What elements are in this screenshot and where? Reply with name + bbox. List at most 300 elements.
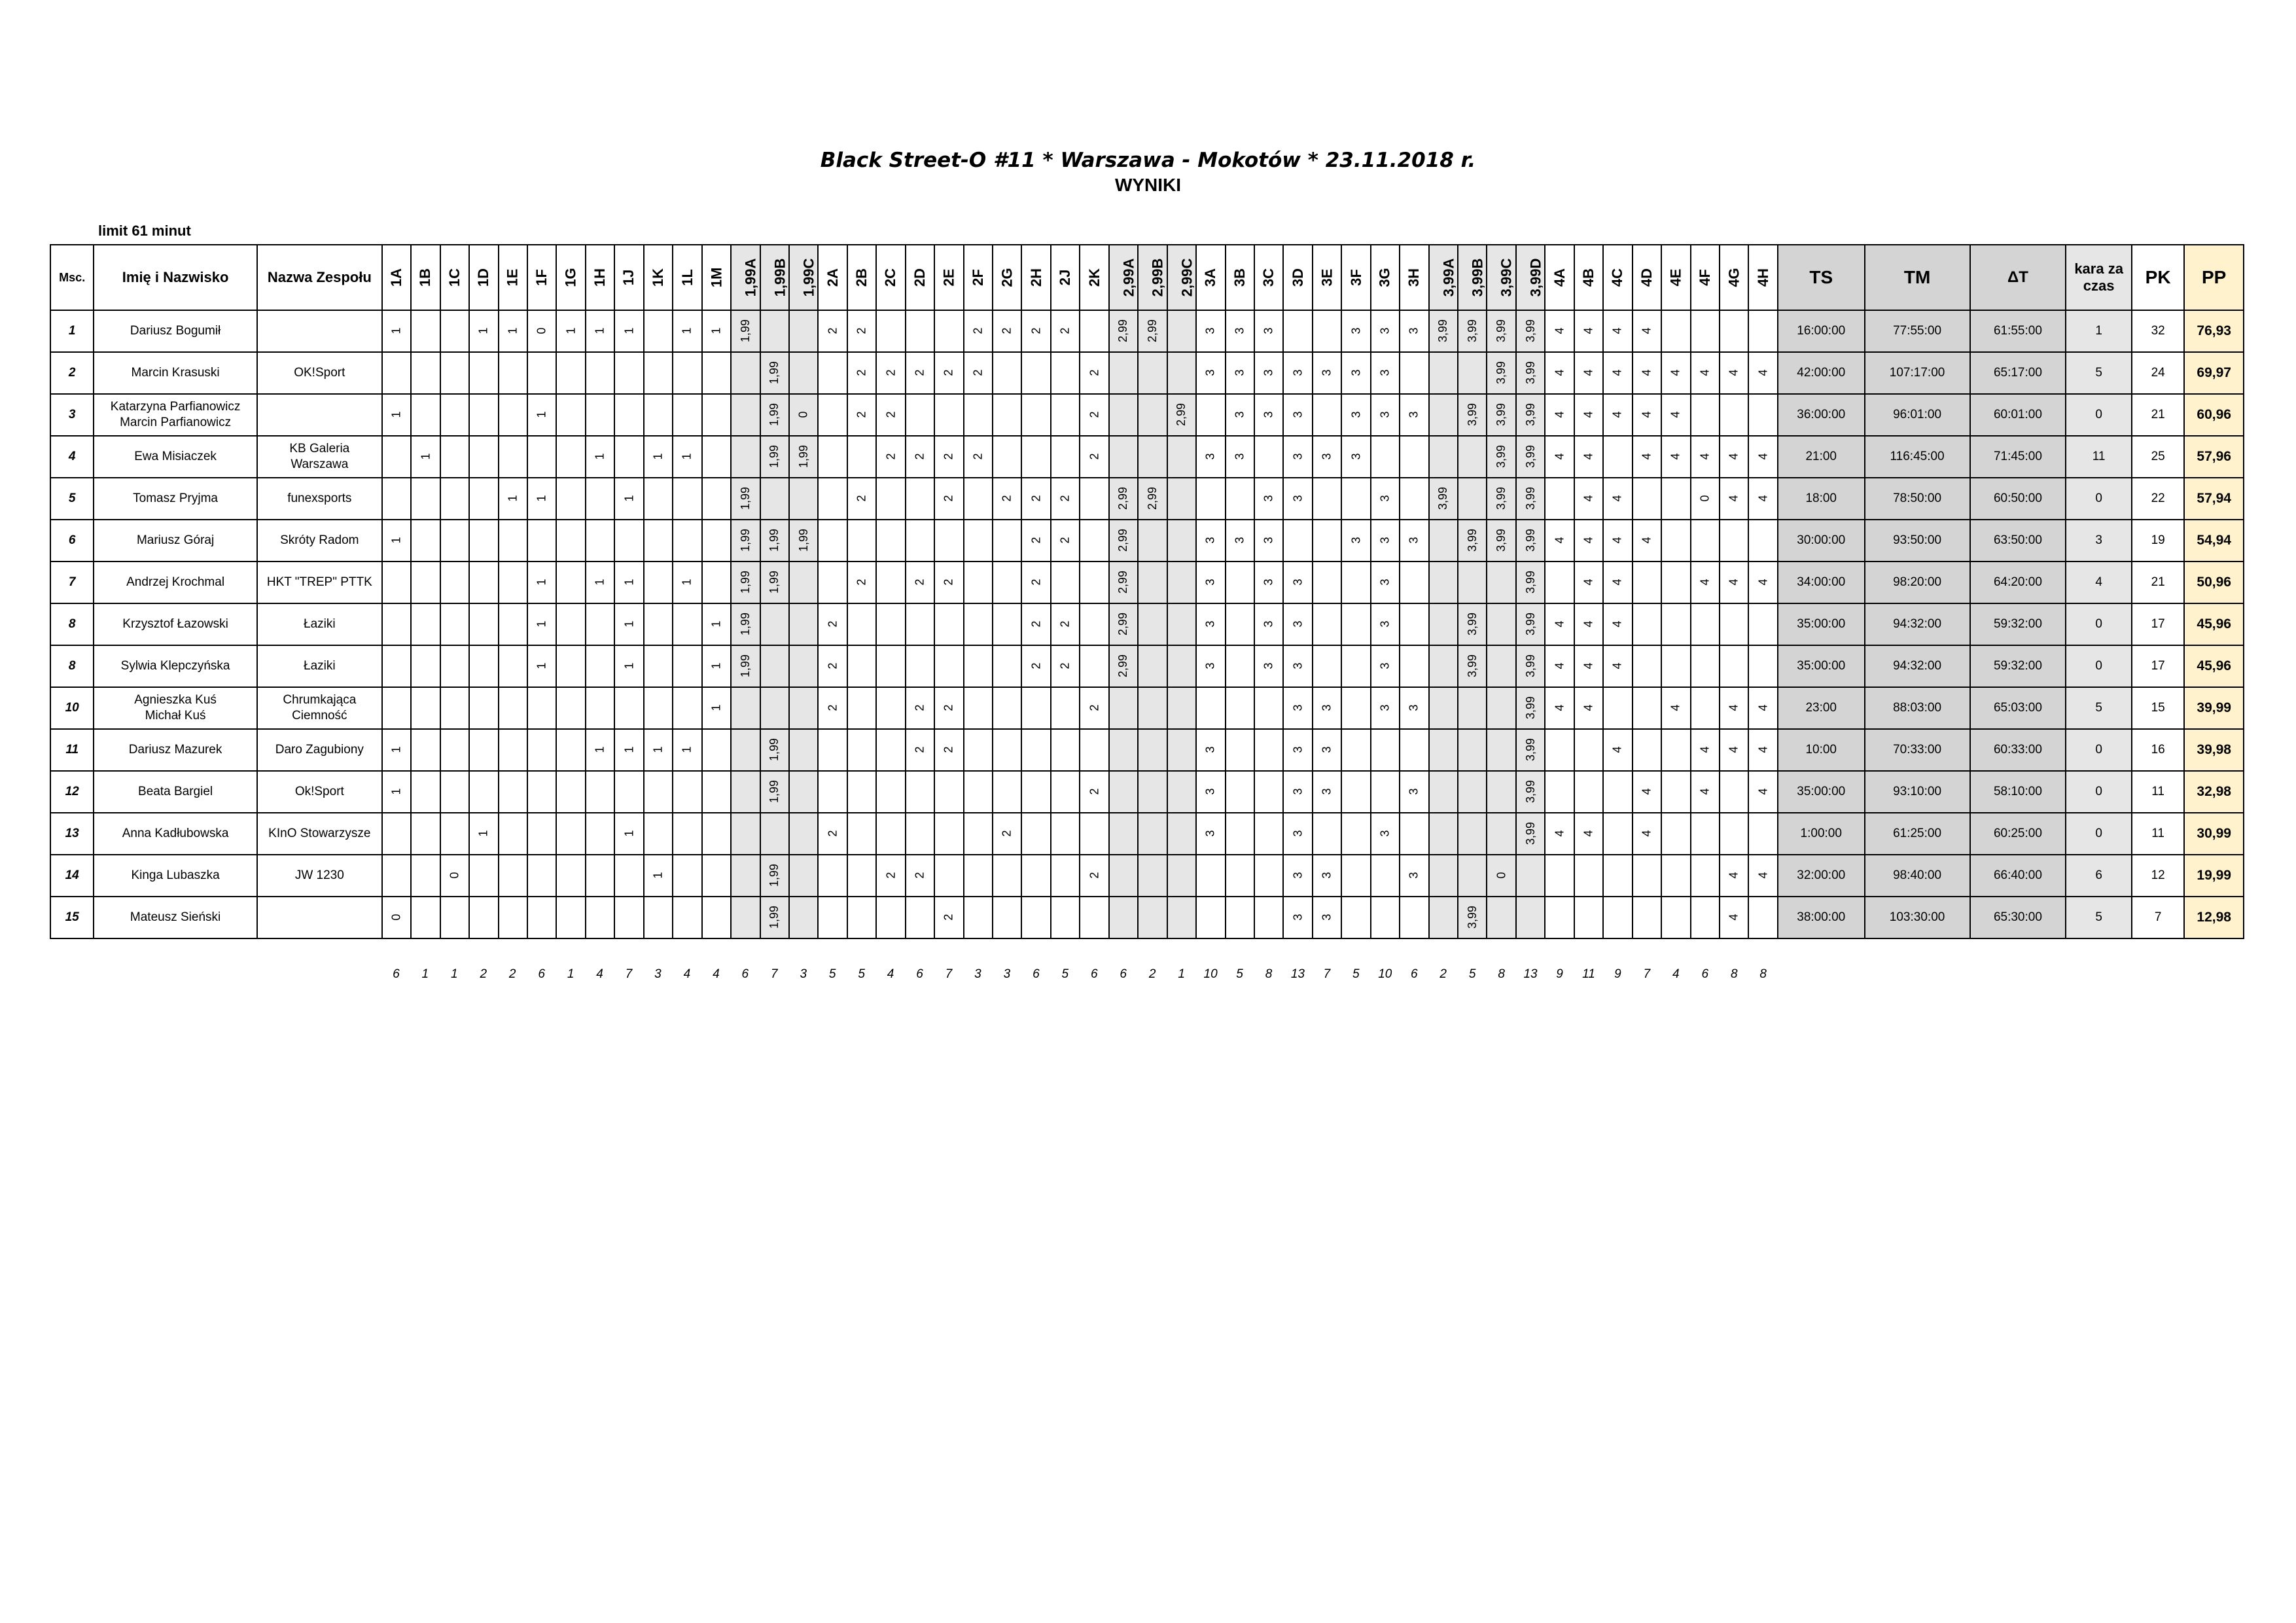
checkpoint-score-cell — [440, 729, 469, 771]
checkpoint-score-cell — [1109, 478, 1138, 520]
ts-cell: 23:00 — [1778, 687, 1865, 729]
column-count-cell: 4 — [1672, 967, 1680, 981]
team-name-cell: Łaziki — [257, 603, 382, 645]
checkpoint-score: 2 — [855, 411, 868, 418]
checkpoint-score-cell — [1196, 603, 1225, 645]
checkpoint-score: 4 — [1756, 579, 1770, 586]
checkpoint-label: 1K — [650, 268, 667, 287]
checkpoint-score-cell — [1196, 897, 1225, 938]
checkpoint-label: 2G — [998, 268, 1016, 287]
checkpoint-score: 1 — [389, 327, 403, 334]
checkpoint-label: 1F — [533, 269, 550, 286]
checkpoint-score: 4 — [1610, 327, 1624, 334]
checkpoint-score: 1 — [389, 411, 403, 418]
column-count-cell: 10 — [1378, 967, 1392, 981]
checkpoint-score-cell — [614, 855, 643, 897]
checkpoint-score-cell — [527, 603, 556, 645]
checkpoint-score: 3,99 — [1465, 319, 1479, 343]
checkpoint-score: 3,99 — [1523, 486, 1537, 510]
pp-cell: 39,99 — [2184, 687, 2244, 729]
checkpoint-score: 2 — [942, 369, 955, 376]
checkpoint-score-cell — [1051, 310, 1080, 352]
checkpoint-score-cell — [876, 897, 905, 938]
pk-cell: 21 — [2132, 394, 2184, 436]
checkpoint-score-cell — [1545, 729, 1574, 771]
penalty-cell: 0 — [2066, 394, 2132, 436]
checkpoint-score-cell — [818, 771, 847, 813]
team-name-cell — [257, 310, 382, 352]
checkpoint-score-cell — [1196, 729, 1225, 771]
checkpoint-score: 3,99 — [1465, 905, 1479, 929]
checkpoint-score-cell — [673, 436, 701, 478]
checkpoint-score-cell — [1574, 352, 1603, 394]
checkpoint-score: 3,99 — [1494, 486, 1508, 510]
checkpoint-score-cell — [1254, 897, 1283, 938]
pp-cell: 32,98 — [2184, 771, 2244, 813]
checkpoint-score-cell — [1574, 603, 1603, 645]
table-row — [50, 310, 2244, 352]
checkpoint-score-cell — [731, 562, 760, 603]
time-limit-label: limit 61 minut — [98, 223, 191, 239]
checkpoint-score-cell — [411, 897, 440, 938]
team-name-cell: funexsports — [257, 478, 382, 520]
checkpoint-score-cell — [1080, 310, 1108, 352]
checkpoint-score-cell — [1516, 310, 1545, 352]
header-checkpoint-3-99c — [1487, 245, 1515, 310]
checkpoint-score: 2 — [1058, 662, 1072, 669]
penalty-cell: 1 — [2066, 310, 2132, 352]
checkpoint-score-cell — [673, 352, 701, 394]
checkpoint-score-cell — [382, 771, 411, 813]
checkpoint-score: 4 — [1756, 495, 1770, 502]
checkpoint-score: 3 — [1203, 327, 1217, 334]
checkpoint-score-cell — [1021, 687, 1050, 729]
table-row — [50, 436, 2244, 478]
checkpoint-score: 4 — [1727, 495, 1740, 502]
checkpoint-score-cell — [847, 562, 876, 603]
checkpoint-score-cell — [1051, 645, 1080, 687]
tm-cell: 61:25:00 — [1865, 813, 1970, 855]
checkpoint-score-cell — [1341, 478, 1370, 520]
checkpoint-score-cell — [644, 645, 673, 687]
checkpoint-score-cell — [1051, 352, 1080, 394]
checkpoint-score-cell — [760, 394, 789, 436]
checkpoint-score-cell — [1167, 562, 1196, 603]
checkpoint-score-cell — [1487, 897, 1515, 938]
checkpoint-score-cell — [876, 771, 905, 813]
checkpoint-score-cell — [411, 687, 440, 729]
checkpoint-label: 2J — [1057, 269, 1074, 286]
checkpoint-score-cell — [1429, 562, 1458, 603]
checkpoint-score-cell — [1051, 687, 1080, 729]
checkpoint-score-cell — [1633, 729, 1661, 771]
checkpoint-score-cell — [673, 855, 701, 897]
checkpoint-score-cell — [499, 352, 527, 394]
checkpoint-score: 3 — [1349, 411, 1363, 418]
checkpoint-score-cell — [993, 897, 1021, 938]
checkpoint-score-cell — [1196, 520, 1225, 562]
header-name: Imię i Nazwisko — [94, 245, 256, 310]
checkpoint-score-cell — [876, 603, 905, 645]
checkpoint-score-cell — [964, 436, 993, 478]
checkpoint-score-cell — [1458, 771, 1487, 813]
pp-cell: 50,96 — [2184, 562, 2244, 603]
checkpoint-score: 2,99 — [1145, 486, 1159, 510]
checkpoint-score-cell — [1400, 897, 1428, 938]
checkpoint-score-cell — [1603, 436, 1632, 478]
checkpoint-score: 1 — [680, 579, 694, 586]
checkpoint-label: 1E — [504, 268, 521, 287]
header-checkpoint-4h — [1748, 245, 1777, 310]
checkpoint-score-cell — [1748, 771, 1777, 813]
header-checkpoint-4e — [1661, 245, 1690, 310]
place-cell: 10 — [50, 687, 94, 729]
checkpoint-score-cell — [1633, 603, 1661, 645]
checkpoint-score-cell — [1226, 855, 1254, 897]
header-msc: Msc. — [50, 245, 94, 310]
checkpoint-score-cell — [644, 855, 673, 897]
checkpoint-score-cell — [1429, 855, 1458, 897]
checkpoint-score-cell — [789, 687, 818, 729]
competitor-name-cell: Tomasz Pryjma — [94, 478, 256, 520]
checkpoint-score-cell — [1516, 352, 1545, 394]
checkpoint-score-cell — [1429, 813, 1458, 855]
checkpoint-score-cell — [760, 603, 789, 645]
checkpoint-score: 4 — [1553, 453, 1566, 460]
checkpoint-score-cell — [1254, 310, 1283, 352]
checkpoint-score: 1 — [680, 453, 694, 460]
checkpoint-score-cell — [1720, 687, 1748, 729]
column-count-cell: 6 — [538, 967, 545, 981]
header-row — [50, 245, 2244, 310]
checkpoint-score-cell — [1254, 603, 1283, 645]
checkpoint-score-cell — [1516, 478, 1545, 520]
checkpoint-score-cell — [469, 771, 498, 813]
checkpoint-score: 1 — [564, 327, 578, 334]
checkpoint-score-cell — [993, 771, 1021, 813]
checkpoint-score: 3,99 — [1523, 402, 1537, 427]
checkpoint-score-cell — [1051, 478, 1080, 520]
checkpoint-score-cell — [847, 687, 876, 729]
checkpoint-score-cell — [1603, 520, 1632, 562]
checkpoint-score-cell — [1254, 478, 1283, 520]
delta-t-cell: 63:50:00 — [1970, 520, 2066, 562]
checkpoint-score-cell — [1021, 897, 1050, 938]
checkpoint-score-cell — [934, 478, 963, 520]
header-checkpoint-3h — [1400, 245, 1428, 310]
checkpoint-score-cell — [1226, 310, 1254, 352]
checkpoint-score-cell — [1545, 352, 1574, 394]
checkpoint-score-cell — [499, 729, 527, 771]
checkpoint-score-cell — [1691, 687, 1720, 729]
checkpoint-score-cell — [1487, 729, 1515, 771]
checkpoint-score-cell — [1574, 897, 1603, 938]
checkpoint-score: 1 — [593, 453, 607, 460]
checkpoint-score-cell — [644, 603, 673, 645]
competitor-name-cell: Dariusz Bogumił — [94, 310, 256, 352]
checkpoint-score-cell — [1429, 645, 1458, 687]
checkpoint-score: 2 — [855, 369, 868, 376]
checkpoint-score-cell — [382, 478, 411, 520]
tm-cell: 88:03:00 — [1865, 687, 1970, 729]
checkpoint-score-cell — [556, 645, 585, 687]
checkpoint-score-cell — [993, 855, 1021, 897]
checkpoint-score-cell — [440, 562, 469, 603]
header-checkpoint-1f — [527, 245, 556, 310]
checkpoint-score-cell — [906, 478, 934, 520]
column-count-cell: 13 — [1523, 967, 1538, 981]
checkpoint-score-cell — [818, 562, 847, 603]
checkpoint-score-cell — [527, 855, 556, 897]
checkpoint-score-cell — [1138, 436, 1167, 478]
checkpoint-score: 0 — [535, 327, 548, 334]
checkpoint-score-cell — [1487, 813, 1515, 855]
checkpoint-score-cell — [614, 310, 643, 352]
competitor-name-cell: Beata Bargiel — [94, 771, 256, 813]
checkpoint-score-cell — [614, 897, 643, 938]
checkpoint-score-cell — [382, 352, 411, 394]
pp-cell: 76,93 — [2184, 310, 2244, 352]
checkpoint-score: 4 — [1727, 453, 1740, 460]
checkpoint-score-cell — [1603, 855, 1632, 897]
checkpoint-score-cell — [1254, 687, 1283, 729]
checkpoint-score-cell — [731, 478, 760, 520]
checkpoint-score-cell — [1021, 562, 1050, 603]
checkpoint-score-cell — [1720, 897, 1748, 938]
checkpoint-score-cell — [1254, 855, 1283, 897]
checkpoint-score: 1 — [622, 746, 636, 753]
checkpoint-score-cell — [1574, 855, 1603, 897]
checkpoint-score-cell — [1226, 520, 1254, 562]
checkpoint-score: 1 — [593, 579, 607, 586]
delta-t-cell: 61:55:00 — [1970, 310, 2066, 352]
checkpoint-score-cell — [1138, 562, 1167, 603]
pk-cell: 11 — [2132, 813, 2184, 855]
checkpoint-score-cell — [499, 813, 527, 855]
checkpoint-score-cell — [440, 394, 469, 436]
pp-cell: 60,96 — [2184, 394, 2244, 436]
delta-t-cell: 71:45:00 — [1970, 436, 2066, 478]
checkpoint-score: 2 — [913, 872, 927, 879]
checkpoint-score-cell — [1051, 813, 1080, 855]
checkpoint-label: 2K — [1086, 268, 1103, 287]
checkpoint-score: 4 — [1581, 411, 1595, 418]
checkpoint-score-cell — [731, 897, 760, 938]
checkpoint-score-cell — [1487, 394, 1515, 436]
checkpoint-score-cell — [1458, 478, 1487, 520]
checkpoint-score: 1,99 — [768, 779, 781, 804]
checkpoint-score: 2 — [1087, 453, 1101, 460]
checkpoint-score: 1 — [709, 662, 723, 669]
checkpoint-score-cell — [847, 436, 876, 478]
column-count-cell: 4 — [683, 967, 691, 981]
checkpoint-score-cell — [760, 771, 789, 813]
checkpoint-score: 0 — [796, 411, 810, 418]
checkpoint-score-cell — [1080, 478, 1108, 520]
delta-t-cell: 60:50:00 — [1970, 478, 2066, 520]
ts-cell: 18:00 — [1778, 478, 1865, 520]
checkpoint-score-cell — [1313, 562, 1341, 603]
checkpoint-score-cell — [1748, 352, 1777, 394]
checkpoint-score-cell — [934, 520, 963, 562]
checkpoint-score: 3 — [1320, 872, 1333, 879]
checkpoint-score: 3 — [1262, 495, 1275, 502]
checkpoint-score: 3 — [1320, 369, 1333, 376]
checkpoint-score-cell — [934, 687, 963, 729]
checkpoint-score: 4 — [1727, 872, 1740, 879]
header-checkpoint-2-99b — [1138, 245, 1167, 310]
checkpoint-score: 1 — [476, 327, 490, 334]
header-checkpoint-3b — [1226, 245, 1254, 310]
checkpoint-score-cell — [556, 436, 585, 478]
checkpoint-score-cell — [411, 394, 440, 436]
checkpoint-score-cell — [1603, 310, 1632, 352]
checkpoint-score-cell — [1574, 813, 1603, 855]
column-count-cell: 3 — [1003, 967, 1011, 981]
checkpoint-score-cell — [673, 771, 701, 813]
checkpoint-label: 1M — [707, 267, 724, 288]
checkpoint-score-cell — [614, 520, 643, 562]
checkpoint-score-cell — [934, 352, 963, 394]
checkpoint-score-cell — [1516, 394, 1545, 436]
checkpoint-score-cell — [1458, 603, 1487, 645]
checkpoint-label: 2C — [882, 268, 899, 287]
checkpoint-score: 3,99 — [1465, 528, 1479, 552]
checkpoint-score-cell — [614, 729, 643, 771]
checkpoint-score-cell — [527, 687, 556, 729]
pp-cell: 12,98 — [2184, 897, 2244, 938]
checkpoint-score-cell — [1516, 687, 1545, 729]
checkpoint-label: 1L — [679, 269, 696, 286]
column-count-cell: 7 — [945, 967, 953, 981]
checkpoint-score-cell — [1196, 645, 1225, 687]
checkpoint-score-cell — [1196, 813, 1225, 855]
checkpoint-score-cell — [673, 729, 701, 771]
checkpoint-score-cell — [1748, 687, 1777, 729]
checkpoint-score-cell — [1313, 813, 1341, 855]
header-checkpoint-1k — [644, 245, 673, 310]
checkpoint-score-cell — [993, 478, 1021, 520]
checkpoint-score-cell — [469, 478, 498, 520]
checkpoint-score: 2 — [913, 453, 927, 460]
checkpoint-score-cell — [1254, 352, 1283, 394]
penalty-cell: 0 — [2066, 729, 2132, 771]
checkpoint-score-cell — [1313, 478, 1341, 520]
checkpoint-score-cell — [673, 813, 701, 855]
checkpoint-score-cell — [934, 771, 963, 813]
checkpoint-score: 3 — [1203, 453, 1217, 460]
checkpoint-score-cell — [1458, 645, 1487, 687]
checkpoint-score: 3 — [1349, 327, 1363, 334]
checkpoint-score: 3,99 — [1523, 361, 1537, 385]
checkpoint-score: 3 — [1203, 662, 1217, 669]
checkpoint-score-cell — [789, 520, 818, 562]
checkpoint-score-cell — [1691, 436, 1720, 478]
checkpoint-label: 1,99A — [742, 258, 759, 297]
checkpoint-score-cell — [1545, 771, 1574, 813]
checkpoint-score-cell — [1283, 520, 1312, 562]
checkpoint-score-cell — [1574, 478, 1603, 520]
checkpoint-score-cell — [1080, 436, 1108, 478]
checkpoint-score-cell — [876, 310, 905, 352]
team-name-cell: OK!Sport — [257, 352, 382, 394]
column-counts-row — [50, 965, 2244, 984]
header-team: Nazwa Zespołu — [257, 245, 382, 310]
checkpoint-score-cell — [556, 310, 585, 352]
checkpoint-score: 3,99 — [1465, 654, 1479, 678]
checkpoint-score: 3 — [1291, 788, 1305, 795]
header-checkpoint-1-99c — [789, 245, 818, 310]
checkpoint-score: 1,99 — [768, 444, 781, 469]
column-count-cell: 7 — [770, 967, 778, 981]
checkpoint-score-cell — [1226, 436, 1254, 478]
checkpoint-score: 3 — [1233, 537, 1246, 544]
delta-t-cell: 66:40:00 — [1970, 855, 2066, 897]
checkpoint-score-cell — [1545, 813, 1574, 855]
checkpoint-score: 4 — [1581, 579, 1595, 586]
checkpoint-score: 4 — [1669, 453, 1682, 460]
column-count-cell: 1 — [1178, 967, 1185, 981]
checkpoint-score-cell — [1226, 897, 1254, 938]
checkpoint-score-cell — [760, 436, 789, 478]
checkpoint-score-cell — [644, 352, 673, 394]
checkpoint-score: 4 — [1640, 537, 1653, 544]
checkpoint-score-cell — [1341, 436, 1370, 478]
checkpoint-label: 4B — [1580, 268, 1597, 287]
checkpoint-score-cell — [586, 394, 614, 436]
checkpoint-score-cell — [731, 729, 760, 771]
checkpoint-score-cell — [411, 478, 440, 520]
checkpoint-score-cell — [499, 394, 527, 436]
checkpoint-score-cell — [1487, 771, 1515, 813]
checkpoint-score: 3 — [1291, 662, 1305, 669]
column-count-cell: 1 — [567, 967, 574, 981]
checkpoint-score: 2,99 — [1116, 486, 1130, 510]
checkpoint-score-cell — [614, 603, 643, 645]
checkpoint-score-cell — [1574, 394, 1603, 436]
checkpoint-score: 2 — [942, 579, 955, 586]
checkpoint-score: 3 — [1407, 704, 1421, 711]
delta-t-cell: 65:03:00 — [1970, 687, 2066, 729]
checkpoint-score: 3 — [1378, 579, 1392, 586]
checkpoint-score-cell — [1196, 478, 1225, 520]
checkpoint-score-cell — [1661, 436, 1690, 478]
pp-cell: 45,96 — [2184, 645, 2244, 687]
checkpoint-score-cell — [1429, 729, 1458, 771]
checkpoint-score-cell — [1109, 855, 1138, 897]
team-name-cell: KInO Stowarzysze — [257, 813, 382, 855]
checkpoint-score-cell — [847, 729, 876, 771]
checkpoint-score-cell — [1661, 562, 1690, 603]
checkpoint-score: 4 — [1581, 537, 1595, 544]
checkpoint-score-cell — [964, 310, 993, 352]
checkpoint-score-cell — [1109, 897, 1138, 938]
checkpoint-score: 3 — [1262, 369, 1275, 376]
checkpoint-score-cell — [731, 310, 760, 352]
header-checkpoint-2g — [993, 245, 1021, 310]
checkpoint-score-cell — [818, 813, 847, 855]
column-count-cell: 5 — [1236, 967, 1243, 981]
checkpoint-score: 3 — [1378, 495, 1392, 502]
team-name-cell: KB Galeria Warszawa — [257, 436, 382, 478]
checkpoint-score: 3 — [1407, 872, 1421, 879]
checkpoint-score-cell — [382, 687, 411, 729]
checkpoint-score: 1 — [622, 495, 636, 502]
checkpoint-score-cell — [818, 478, 847, 520]
checkpoint-score-cell — [1661, 897, 1690, 938]
checkpoint-score-cell — [1196, 687, 1225, 729]
checkpoint-score: 3 — [1262, 327, 1275, 334]
